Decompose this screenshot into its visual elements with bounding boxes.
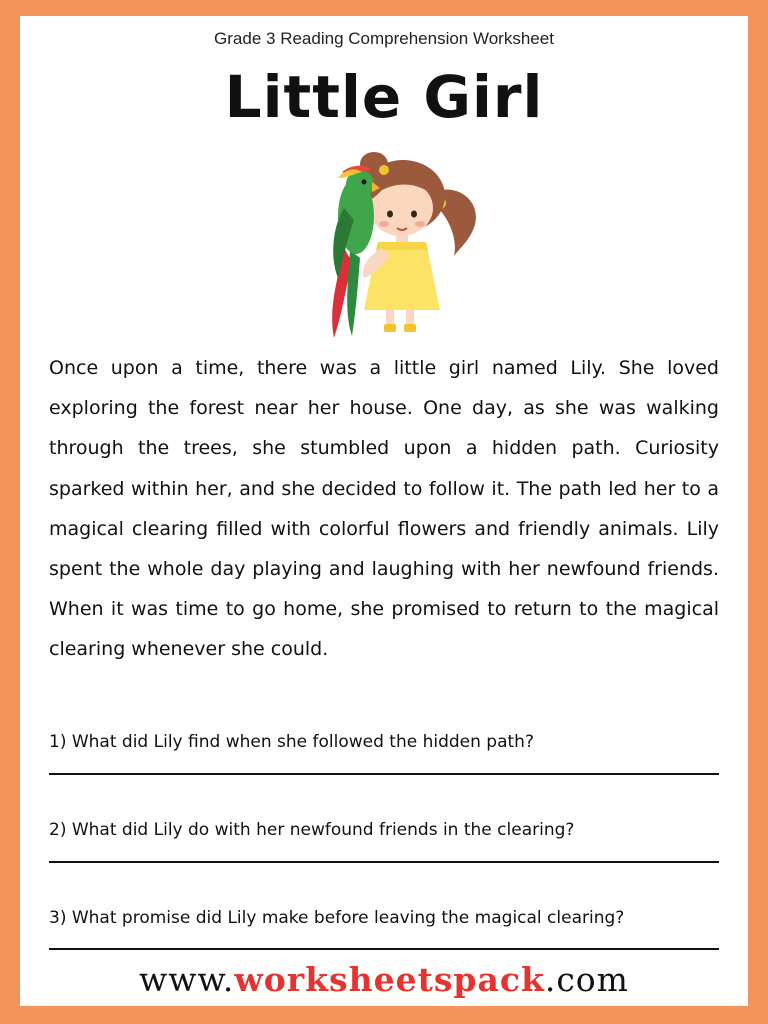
story-passage: Once upon a time, there was a little girl named Lily. She loved exploring the forest near her house. One day, as she was walking through the trees, she stumbled upon a hidden path. Curiosity sparked within her, and she decided to follow it. The path led her to a magical clearing filled with colorful flowers and friendly animals. Lily spent the whole day playing and laughing with her newfound friends. When it was time to go home, she promised to return to the magical clearing whenever she could. <box>49 357 719 661</box>
girl-parrot-illustration <box>298 138 488 338</box>
question-3: 3) What promise did Lily make before leaving the magical clearing? <box>49 908 625 928</box>
website-url[interactable] <box>20 960 748 1000</box>
answer-line-3[interactable] <box>49 948 719 950</box>
worksheet-title: Little Girl <box>224 63 544 131</box>
question-2: 2) What did Lily do with her newfound friends in the clearing? <box>49 820 575 840</box>
worksheet-page <box>20 16 748 1006</box>
answer-line-2[interactable] <box>49 861 719 863</box>
answer-line-1[interactable] <box>49 773 719 775</box>
url-suffix: .com <box>544 960 629 999</box>
brand-name: worksheetspack <box>234 960 545 999</box>
url-prefix: www. <box>139 960 235 999</box>
worksheet-subtitle: Grade 3 Reading Comprehension Worksheet <box>214 29 554 48</box>
question-1: 1) What did Lily find when she followed the hidden path? <box>49 732 534 752</box>
